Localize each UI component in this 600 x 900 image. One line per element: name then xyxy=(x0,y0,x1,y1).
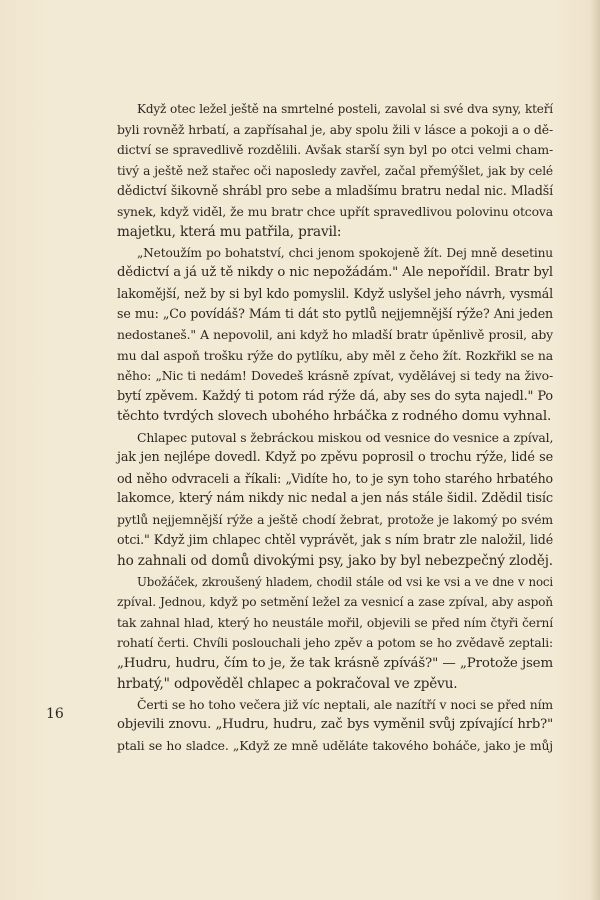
text-line: „Netoužím po bohatství, chci jenom spokojeně žít. Dej mně desetinu xyxy=(137,245,553,260)
text-line: ptali se ho sladce. „Když ze mně uděláte takového boháče, jako je můj xyxy=(117,737,553,753)
paragraph-5 xyxy=(117,695,553,757)
text-line: tak zahnal hlad, který ho neustále mořil, objevili se před ním čtyři černí xyxy=(117,615,553,630)
text-line: se mu: „Co povídáš? Mám ti dát sto pytlů nejjemnější rýže? Ani jeden xyxy=(117,306,553,322)
body-text xyxy=(117,99,553,757)
page-edge-shadow xyxy=(590,0,600,900)
text-line: Když otec ležel ještě na smrtelné posteli, zavolal si své dva syny, kteří xyxy=(137,102,553,116)
text-line: ho zahnali od domů divokými psy, jako by byl nebezpečný zloděj. xyxy=(117,553,553,570)
page-number: 16 xyxy=(46,706,64,722)
text-line: dědictví a já už tě nikdy o nic nepožádám." Ale nepořídil. Bratr byl xyxy=(117,265,553,281)
text-line: pytlů nejjemnější rýže a ještě chodí žebrat, protože je lakomý po svém xyxy=(117,511,553,527)
text-line: rohatí čerti. Chvíli poslouchali jeho zpěv a potom se ho zvědavě zeptali: xyxy=(117,636,553,651)
text-line: zpíval. Jednou, když po setmění ležel za vesnicí a zase zpíval, aby aspoň xyxy=(117,595,553,610)
text-line: Ubožáček, zkroušený hladem, chodil stále od vsi ke vsi a ve dne v noci xyxy=(137,574,553,589)
paragraph-2 xyxy=(117,243,553,428)
text-line: dictví se spravedlivě rozdělili. Avšak starší syn byl po otci velmi cham- xyxy=(117,142,553,158)
paragraph-3 xyxy=(117,428,553,572)
text-line: tivý a ještě než stařec oči naposledy zavřel, začal přemýšlet, jak by celé xyxy=(117,163,553,178)
text-line: „Hudru, hudru, čím to je, že tak krásně zpíváš?" — „Protože jsem xyxy=(117,655,553,671)
text-line: otci." Když jim chlapec chtěl vyprávět, jak s ním bratr zle naložil, lidé xyxy=(117,532,553,548)
text-line: něho: „Nic ti nedám! Dovedeš krásně zpívat, vydělávej si tedy na živo- xyxy=(117,368,553,384)
text-line: majetku, která mu patřila, pravil: xyxy=(117,224,342,241)
text-line: lakomější, než by si byl kdo pomyslil. Když uslyšel jeho návrh, vysmál xyxy=(117,285,553,301)
text-line: byli rovněž hrbatí, a zapřísahal je, aby spolu žili v lásce a pokoji a o dě- xyxy=(117,121,553,137)
text-line: Čerti se ho toho večera již víc neptali, ale nazítří v noci se před ním xyxy=(137,696,553,712)
paragraph-4 xyxy=(117,572,553,695)
text-line: nedostaneš." A nepovolil, ani když ho mladší bratr úpěnlivě prosil, aby xyxy=(117,327,553,343)
text-line: dědictví šikovně shrábl pro sebe a mladšímu bratru nedal nic. Mladší xyxy=(117,183,553,199)
text-line: bytí zpěvem. Každý ti potom rád rýže dá, aby ses do syta najedl." Po xyxy=(117,388,553,404)
text-line: objevili znovu. „Hudru, hudru, zač bys vyměnil svůj zpívající hrb?" xyxy=(117,717,553,733)
text-line: lakomce, který nám nikdy nic nedal a jen nás stále šidil. Zdědil tisíc xyxy=(117,491,554,507)
paragraph-1 xyxy=(117,99,553,243)
text-line: synek, když viděl, že mu bratr chce upřít spravedlivou polovinu otcova xyxy=(117,203,553,219)
text-line: hrbatý," odpověděl chlapec a pokračoval ve zpěvu. xyxy=(117,676,458,693)
text-line: Chlapec putoval s žebráckou miskou od vesnice do vesnice a zpíval, xyxy=(137,429,554,445)
text-line: od něho odvraceli a říkali: „Vidíte ho, to je syn toho starého hrbatého xyxy=(117,470,553,486)
text-line: těchto tvrdých slovech ubohého hrbáčka z rodného domu vyhnal. xyxy=(117,409,552,425)
text-line: mu dal aspoň trošku rýže do pytlíku, aby měl z čeho žít. Rozkřikl se na xyxy=(117,347,553,363)
text-line: jak jen nejlépe dovedl. Když po zpěvu poprosil o trochu rýže, lidé se xyxy=(117,450,553,466)
